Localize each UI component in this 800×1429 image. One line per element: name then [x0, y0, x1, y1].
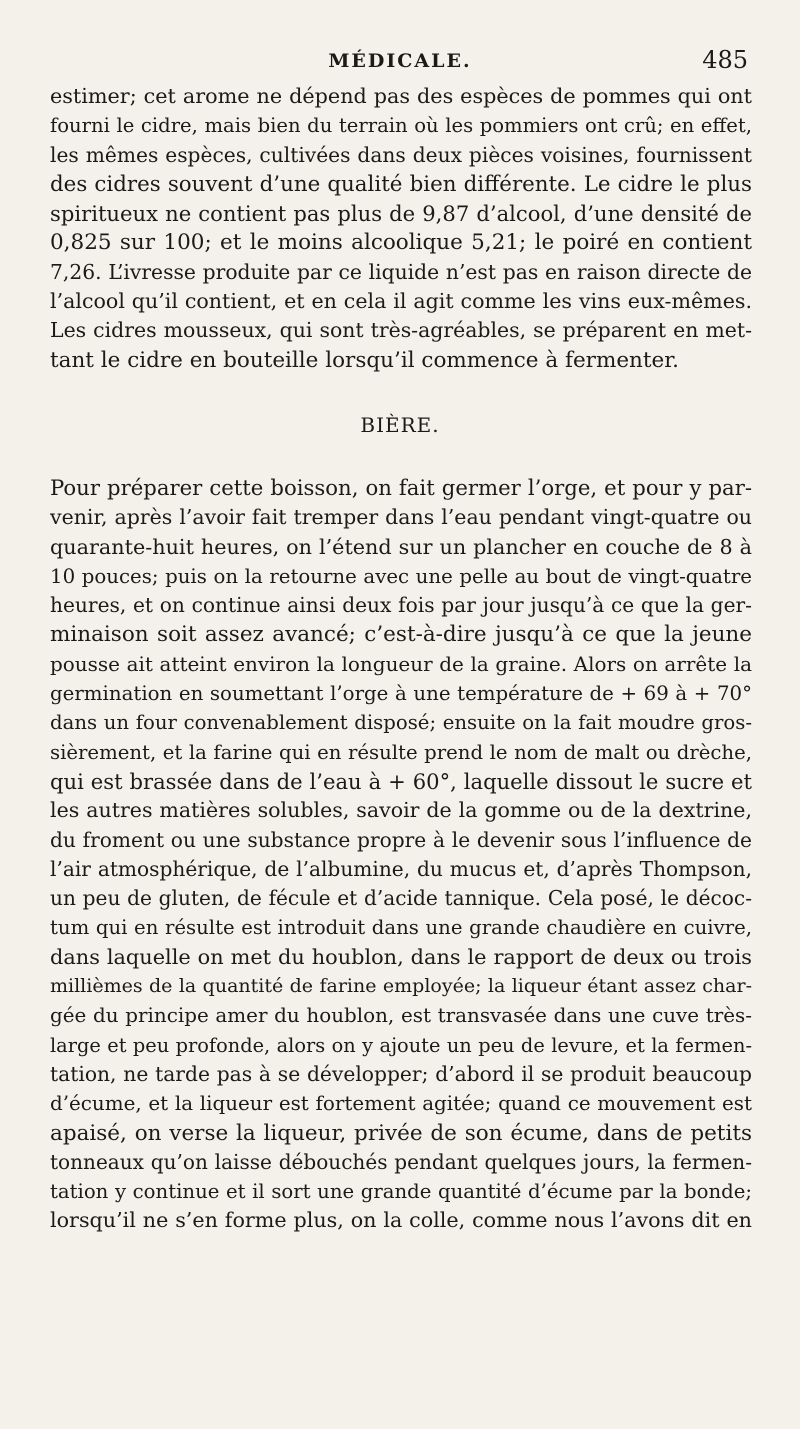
text-line: dans un four convenablement disposé; ensuite on la fait moudre gros-	[50, 711, 752, 735]
text-line: Pour préparer cette boisson, on fait germer l’orge, et pour y par-	[50, 476, 752, 501]
text-line: Les cidres mousseux, qui sont très-agréables, se préparent en met-	[50, 318, 752, 343]
text-line: des cidres souvent d’une qualité bien différente. Le cidre le plus	[50, 171, 752, 197]
text-line: les mêmes espèces, cultivées dans deux pièces voisines, fournissent	[50, 142, 752, 167]
text-line: minaison soit assez avancé; c’est-à-dire jusqu’à ce que la jeune	[50, 622, 752, 648]
text-line: pousse ait atteint environ la longueur de la graine. Alors on arrête la	[50, 651, 752, 676]
text-line: venir, après l’avoir fait tremper dans l’eau pendant vingt-quatre ou	[50, 505, 752, 530]
running-title: MÉDICALE.	[328, 50, 472, 72]
text-line: gée du principe amer du houblon, est transvasée dans une cuve très-	[50, 1004, 752, 1028]
text-line: du froment ou une substance propre à le devenir sous l’influence de	[50, 827, 752, 852]
text-line: quarante-huit heures, on l’étend sur un plancher en couche de 8 à	[50, 534, 752, 559]
text-line: estimer; cet arome ne dépend pas des espèces de pommes qui ont	[50, 84, 752, 108]
section-heading: BIÈRE.	[360, 413, 440, 437]
text-line: tant le cidre en bouteille lorsqu’il commence à fermenter.	[50, 347, 680, 373]
text-line: l’alcool qu’il contient, et en cela il agit comme les vins eux-mêmes.	[50, 289, 752, 314]
paragraph-biere	[50, 474, 752, 1236]
text-line: spiritueux ne contient pas plus de 9,87 d’alcool, d’une densité de	[50, 201, 752, 227]
text-line: apaisé, on verse la liqueur, privée de son écume, dans de petits	[50, 1120, 752, 1146]
text-line: tation, ne tarde pas à se développer; d’abord il se produit beaucoup	[50, 1061, 752, 1086]
text-line: les autres matières solubles, savoir de la gomme ou de la dextrine,	[50, 798, 752, 823]
text-line: tonneaux qu’on laisse débouchés pendant quelques jours, la fermen-	[50, 1149, 752, 1174]
text-line: dans laquelle on met du houblon, dans le rapport de deux ou trois	[50, 944, 752, 969]
text-line: large et peu profonde, alors on y ajoute un peu de levure, et la fermen-	[50, 1033, 752, 1057]
text-line: 10 pouces; puis on la retourne avec une pelle au bout de vingt-quatre	[50, 564, 752, 588]
text-line: lorsqu’il ne s’en forme plus, on la colle, comme nous l’avons dit en	[50, 1208, 752, 1233]
paragraph-cidre	[50, 82, 752, 375]
page-number: 485	[702, 46, 748, 74]
text-line: 0,825 sur 100; et le moins alcoolique 5,21; le poiré en contient	[50, 230, 752, 256]
text-line: heures, et on continue ainsi deux fois par jour jusqu’à ce que la ger-	[50, 593, 752, 618]
text-line: d’écume, et la liqueur est fortement agitée; quand ce mouvement est	[50, 1092, 752, 1116]
text-line: tation y continue et il sort une grande quantité d’écume par la bonde;	[50, 1180, 752, 1204]
running-head	[52, 40, 748, 80]
text-line: tum qui en résulte est introduit dans une grande chaudière en cuivre,	[50, 916, 752, 940]
text-line: millièmes de la quantité de farine employée; la liqueur étant assez char-	[50, 975, 752, 998]
text-line: un peu de gluten, de fécule et d’acide tannique. Cela posé, le décoc-	[50, 886, 752, 911]
text-line: l’air atmosphérique, de l’albumine, du mucus et, d’après Thompson,	[50, 856, 752, 881]
text-line: germination en soumettant l’orge à une température de + 69 à + 70°	[50, 682, 752, 706]
text-line: fourni le cidre, mais bien du terrain où les pommiers ont crû; en effet,	[50, 114, 752, 138]
text-line: 7,26. L’ivresse produite par ce liquide n’est pas en raison directe de	[50, 259, 752, 284]
text-line: qui est brassée dans de l’eau à + 60°, laquelle dissout le sucre et	[50, 768, 752, 794]
text-line: sièrement, et la farine qui en résulte prend le nom de malt ou drèche,	[50, 740, 752, 764]
